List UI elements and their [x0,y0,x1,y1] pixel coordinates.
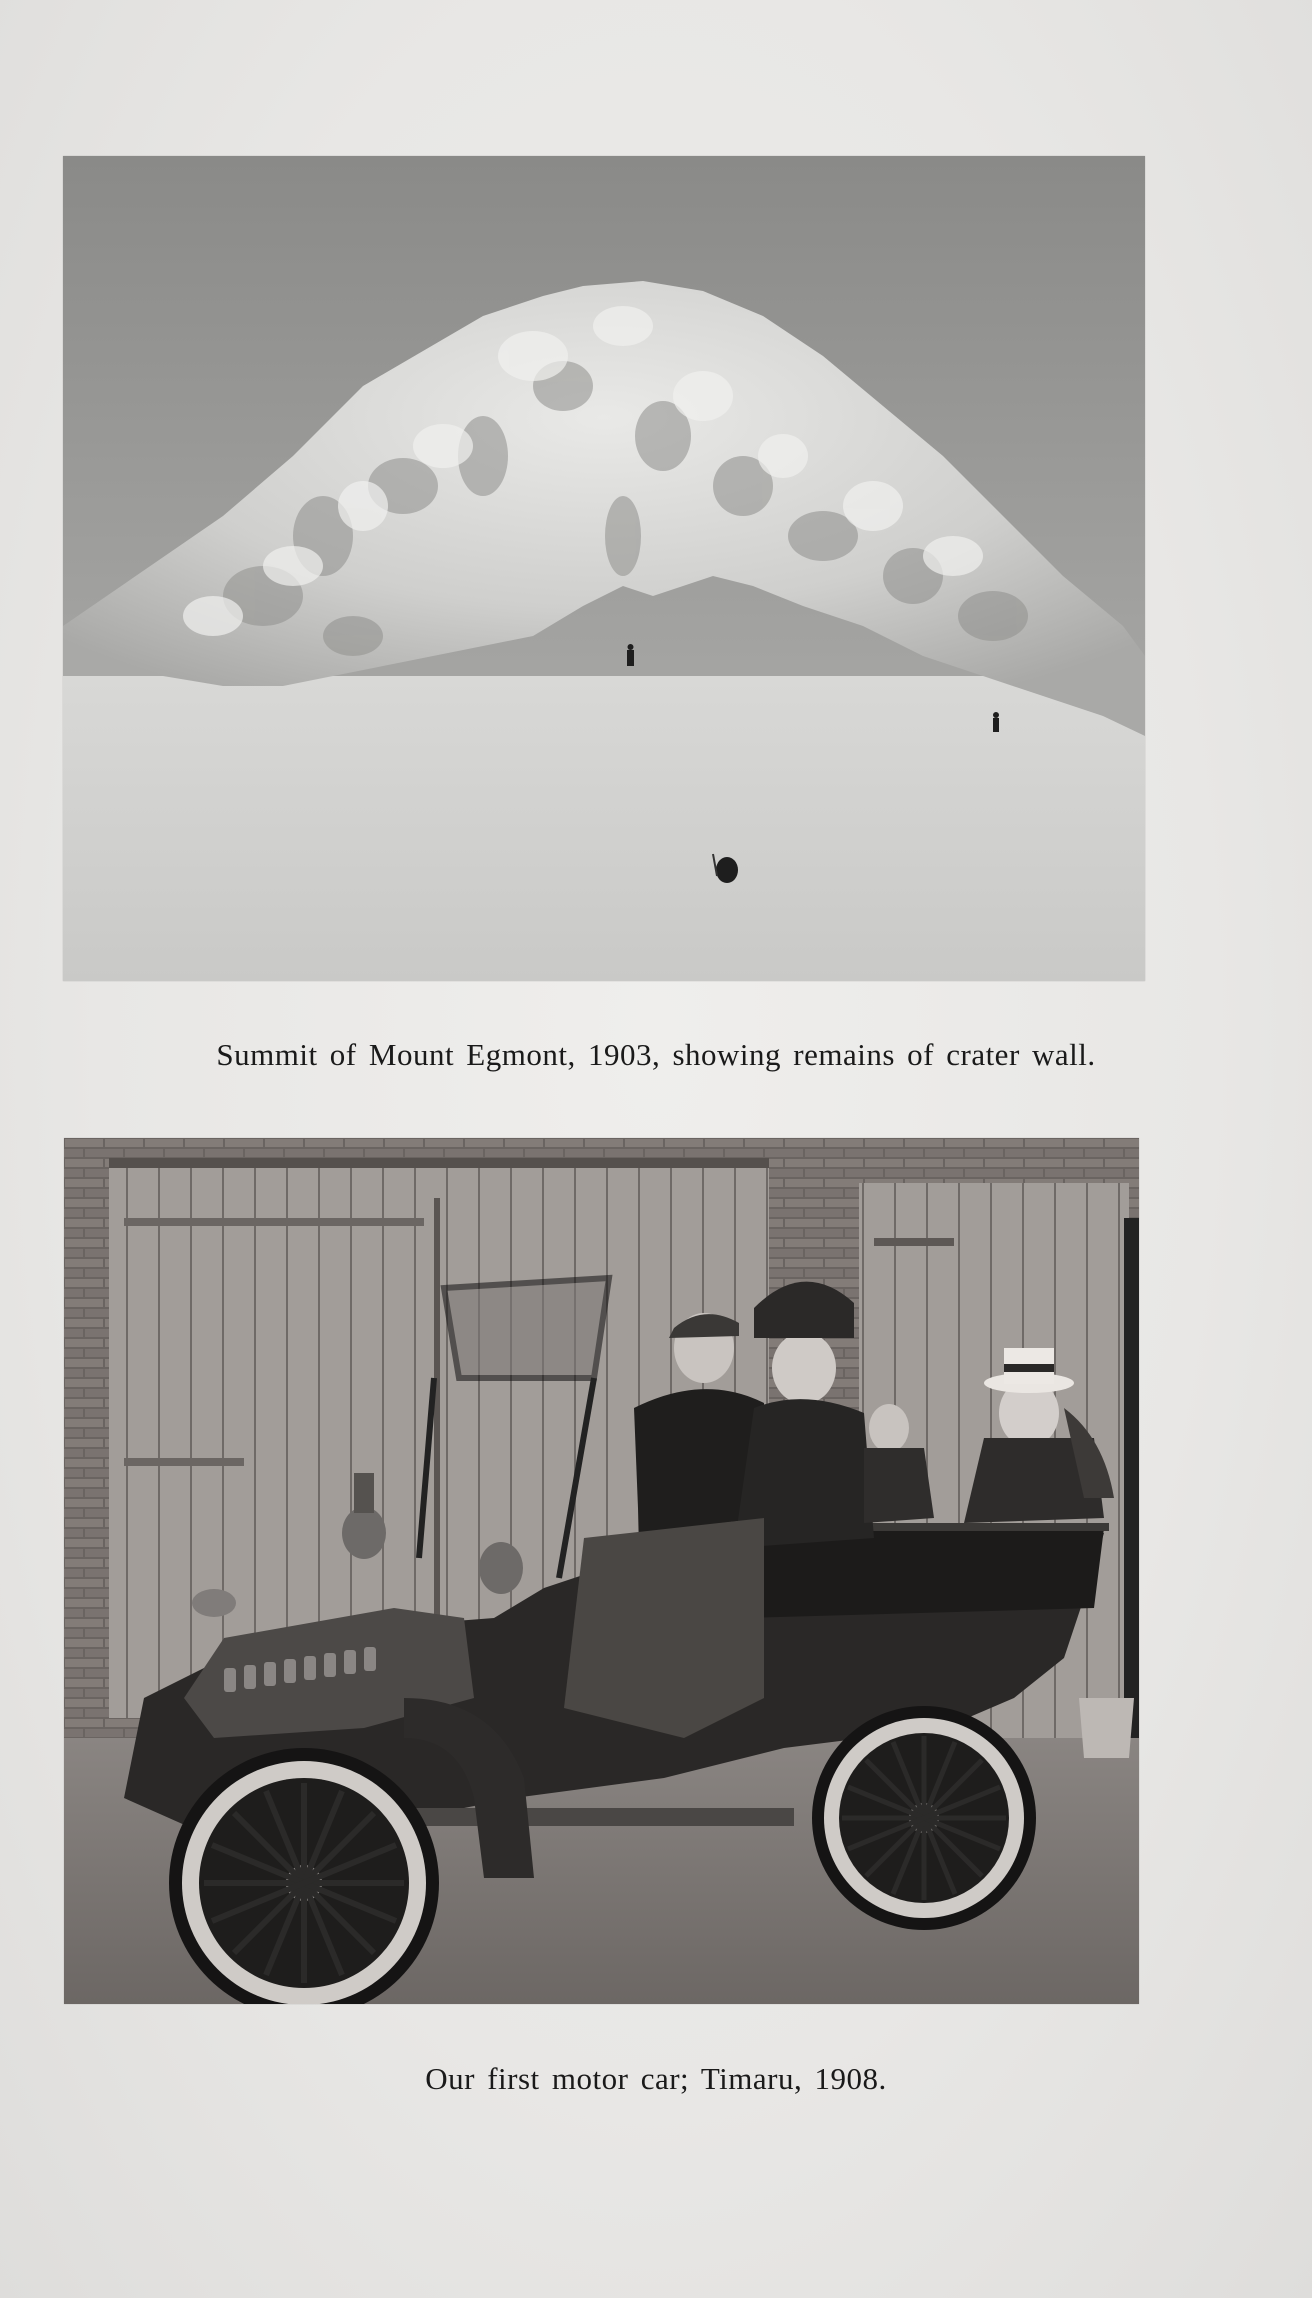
summit-photo-image [63,156,1145,981]
motor-car-photo-caption: Our first motor car; Timaru, 1908. [425,2061,887,2096]
summit-photo [63,156,1145,981]
motor-car-photo-image [64,1138,1139,2004]
motor-car-photo [64,1138,1139,2004]
summit-photo-caption: Summit of Mount Egmont, 1903, showing remains of crater wall. [216,1037,1096,1072]
